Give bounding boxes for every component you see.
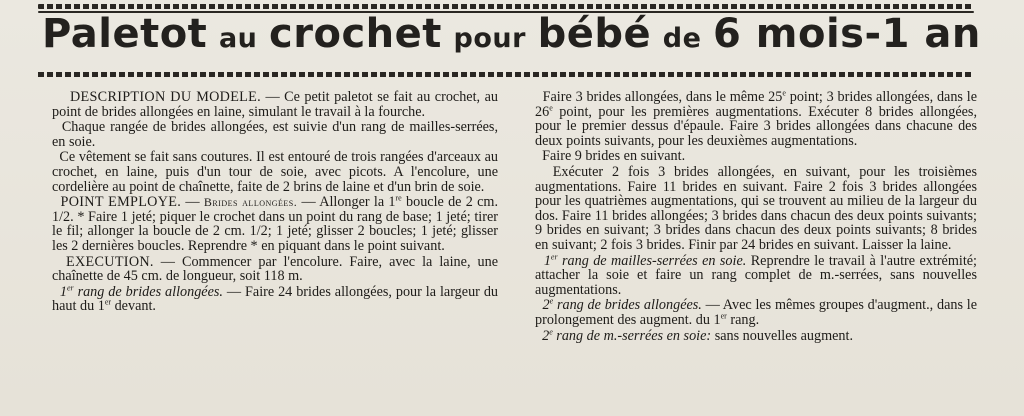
paragraph-coutures: Ce vêtement se fait sans coutures. Il est entouré de trois rangées d'arceaux au crochet, en laine, puis d'un tour de soie, avec picots. A l'encolure, une cordelière au point de chaînette, faite de 2 brins de laine et d'un brin de soie. [52,149,498,195]
paragraph-deuxieme-rang-soie: 2e rang de m.-serrées en soie: sans nouvelles augment. [542,326,853,344]
paragraph-description: DESCRIPTION DU MODELE. — Ce petit paletot se fait au crochet, au point de brides allongées en laine, simulant le travail à la fourche. [52,89,498,120]
paragraph-augmentations: Faire 3 brides allongées, dans le même 25e point; 3 brides allongées, dans le 26e point, pour les premières augmentations. Exécuter 8 brides allongées, pour le premier dessus d'épaule. Faire 3 brides allongées dans chacune des deux points suivants, pour les deuxièmes augmentations. [535,88,977,149]
paragraph-rangees: Chaque rangée de brides allongées, est suivie d'un rang de mailles-serrées, en soie. [52,119,499,150]
paragraph-execution: EXECUTION. — Commencer par l'encolure. Faire, avec la laine, une chaînette de 45 cm. de longueur, soit 118 m. [52,253,498,285]
paragraph-troisiemes: Exécuter 2 fois 3 brides allongées, en suivant, pour les troisièmes augmentations. Faire 11 brides en suivant. Faire 2 fois 3 brides allongées pour les quatrièmes augmentations, qui se trouvent au milieu de la largeur du dos. Faire 11 brides allongées; 3 brides dans chacun des deux points suivants; 9 brides en suivant; 3 brides dans chacun des deux points suivants; 8 brides en suivant; 2 fois 3 brides. Finir par 24 brides en suivant. Laisser la laine. [535,163,977,253]
paragraph-point-employe: POINT EMPLOYE. — Brides allongées. — Allonger la 1re boucle de 2 cm. 1/2. * Faire 1 jeté; piquer le crochet dans un point du rang de base; 1 jeté; tirer le fil; allonger la boucle de 2 cm. 1/2; 1 jeté; glisser 2 boucles; 1 jeté; glisser les 2 dernières boucles. Reprendre * en piquant dans le point suivant. [52,193,498,254]
top-dotted-rule [38,4,974,9]
article-title: Paletot au crochet pour bébé de 6 mois-1 an [42,11,981,57]
right-column [535,90,977,343]
left-column [52,90,498,314]
paragraph-neuf-brides: Faire 9 brides en suivant. [542,148,686,165]
paragraph-mailles-serrees: 1er rang de mailles-serrées en soie. Reprendre le travail à l'autre extrémité; attacher la soie et faire un rang complet de m.-serrées, sans nouvelles augmentations. [535,251,977,298]
title-bottom-rule [38,72,974,77]
paragraph-premier-rang: 1er rang de brides allongées. — Faire 24 brides allongées, pour la largeur du haut du 1er devant. [52,282,499,315]
paragraph-deuxieme-rang: 2e rang de brides allongées. — Avec les mêmes groupes d'augment., dans le prolongement des augment. du 1er rang. [535,296,977,328]
